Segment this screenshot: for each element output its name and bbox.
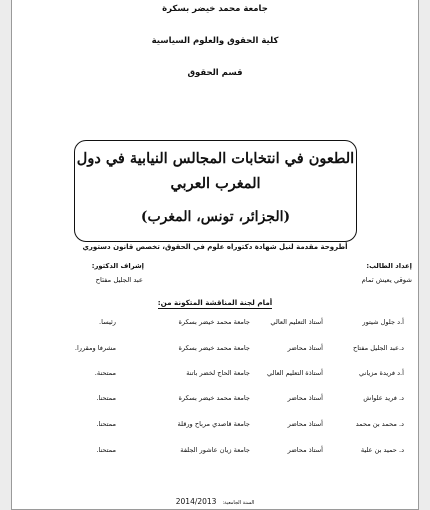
academic-year-label: السنة الجامعية: bbox=[222, 500, 255, 506]
jury-member-rank: أستاذ محاضر bbox=[287, 344, 323, 352]
jury-member-name: د. محمد بن محمد bbox=[355, 420, 404, 428]
student-name: شوقي يعيش تمام bbox=[361, 276, 412, 284]
jury-member-university: جامعة محمد خيضر بسكرة bbox=[178, 318, 250, 326]
jury-member-rank: أستاذة التعليم العالي bbox=[266, 369, 323, 377]
jury-member-role: مشرفا ومقررا. bbox=[74, 344, 116, 352]
faculty-name: كلية الحقوق والعلوم السياسية bbox=[151, 36, 279, 46]
jury-member-rank: أستاذ محاضر bbox=[287, 446, 323, 454]
supervisor-label: إشراف الدكتور: bbox=[91, 262, 144, 270]
jury-member-university: جامعة محمد خيضر بسكرة bbox=[178, 394, 250, 402]
jury-heading: أمام لجنة المناقشة المتكونة من: bbox=[157, 298, 273, 307]
student-label: إعداد الطالب: bbox=[366, 262, 412, 270]
jury-member-rank: أستاذ التعليم العالي bbox=[270, 318, 323, 326]
title-box bbox=[74, 140, 357, 242]
jury-member-rank: أستاذ محاضر bbox=[287, 420, 323, 428]
jury-member-name: د. فريد علواش bbox=[363, 394, 404, 402]
department-name: قسم الحقوق bbox=[187, 68, 243, 78]
jury-member-name: أ.د جلول شيتور bbox=[362, 318, 404, 326]
jury-member-role: ممتحنا. bbox=[96, 420, 116, 428]
jury-member-name: د.عبد الجليل مفتاح bbox=[353, 344, 404, 352]
thesis-title-line1: الطعون في انتخابات المجالس النيابية في دول bbox=[76, 150, 355, 167]
jury-member-rank: أستاذ محاضر bbox=[287, 394, 323, 402]
jury-member-name: أ.د فريدة مزياني bbox=[359, 369, 404, 377]
jury-member-role: ممتحنا. bbox=[96, 394, 116, 402]
jury-member-role: ممتحنة. bbox=[94, 369, 116, 377]
jury-member-university: جامعة محمد خيضر بسكرة bbox=[178, 344, 250, 352]
thesis-title-countries: (الجزائر، تونس، المغرب) bbox=[140, 209, 291, 225]
jury-member-university: جامعة قاصدي مرباح ورقلة bbox=[177, 420, 250, 428]
jury-member-name: د. حميد بن علية bbox=[360, 446, 404, 454]
document-page bbox=[11, 0, 419, 510]
jury-member-role: ممتحنا. bbox=[96, 446, 116, 454]
thesis-title-line2: المغرب العربي bbox=[170, 175, 261, 192]
academic-year bbox=[12, 489, 418, 508]
university-name: جامعة محمد خيضر بسكرة bbox=[162, 4, 268, 14]
jury-member-university: جامعة الحاج لخضر باتنة bbox=[186, 369, 250, 377]
academic-year-value: 2014/2013 bbox=[175, 497, 217, 506]
jury-member-role: رئيسا. bbox=[99, 318, 116, 326]
thesis-note: أطروحة مقدمة لنيل شهادة دكتوراه علوم في الحقوق، تخصص قانون دستوري bbox=[82, 243, 348, 251]
jury-member-university: جامعة زيان عاشور الجلفة bbox=[180, 446, 250, 454]
supervisor-name: عبد الجليل مفتاح bbox=[95, 276, 143, 284]
